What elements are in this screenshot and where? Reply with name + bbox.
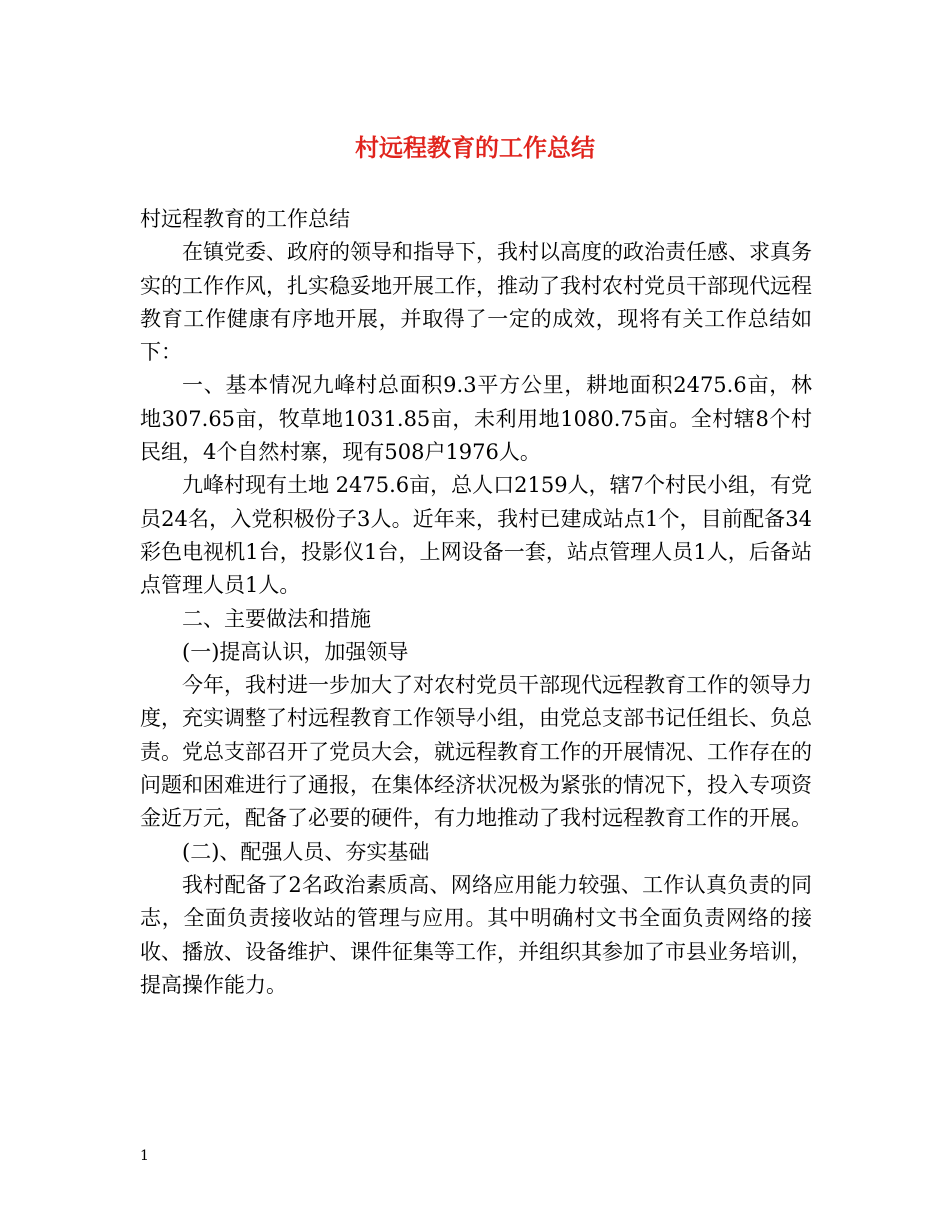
subsection-heading-staffing: (二)、配强人员、夯实基础 — [182, 839, 430, 864]
section-heading-measures: 二、主要做法和措施 — [182, 606, 371, 631]
paragraph-basic-situation: 一、基本情况九峰村总面积9.3平方公里，耕地面积2475.6亩，林地307.65亩，牧草地1031.85亩，未利用地1080.75亩。全村辖8个村民组，4个自然村寨，现有508户1976人。 — [140, 373, 812, 465]
paragraph-heading: 村远程教育的工作总结 — [140, 207, 350, 231]
paragraph-village-facts: 九峰村现有土地 2475.6亩，总人口2159人，辖7个村民小组，有党员24名，入党积极份子3人。近年来，我村已建成站点1个，目前配备34彩色电视机1台，投影仪1台，上网设备一套，站点管理人员1人，后备站点管理人员1人。 — [140, 473, 812, 598]
paragraph-leadership: 今年，我村进一步加大了对农村党员干部现代远程教育工作的领导力度，充实调整了村远程教育工作领导小组，由党总支部书记任组长、负总责。党总支部召开了党员大会，就远程教育工作的开展情况、工作存在的问题和困难进行了通报，在集体经济状况极为紧张的情况下，投入专项资金近万元，配备了必要的硬件，有力地推动了我村远程教育工作的开展。 — [140, 673, 812, 831]
document-title: 村远程教育的工作总结 — [355, 133, 595, 162]
paragraph-staffing: 我村配备了2名政治素质高、网络应用能力较强、工作认真负责的同志，全面负责接收站的管理与应用。其中明确村文书全面负责网络的接收、播放、设备维护、课件征集等工作，并组织其参加了市县业务培训，提高操作能力。 — [140, 872, 812, 997]
document-body — [140, 203, 812, 1002]
page-number: 1 — [140, 1148, 149, 1164]
subsection-heading-leadership: (一)提高认识，加强领导 — [182, 639, 409, 664]
paragraph-intro: 在镇党委、政府的领导和指导下，我村以高度的政治责任感、求真务实的工作作风，扎实稳妥地开展工作，推动了我村农村党员干部现代远程教育工作健康有序地开展，并取得了一定的成效，现将有关工作总结如下： — [140, 240, 812, 365]
